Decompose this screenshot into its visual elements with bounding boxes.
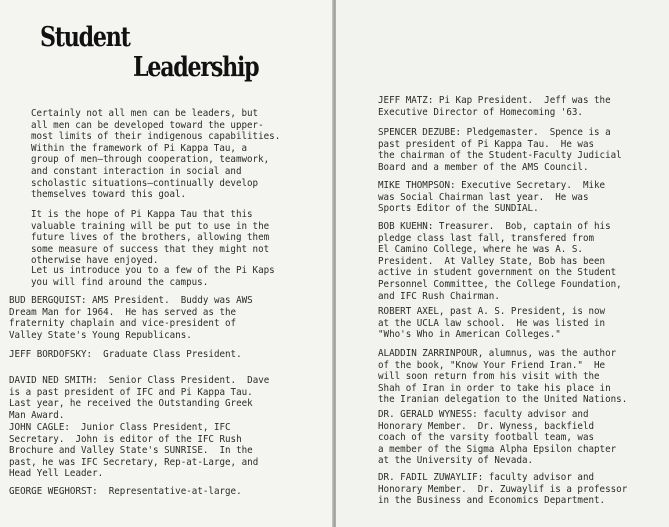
member-entry: MIKE THOMPSON: Executive Secretary. Mike was Social Chairman last year. He was Sports Editor of the SUNDIAL. bbox=[378, 180, 606, 215]
member-entry: BOB KUEHN: Treasurer. Bob, captain of his pledge class last fall, transfered from El Camino College, where he was A. S. President. At Valley State, Bob has been active in student government on the Student Personnel Committee, the College Foundation, and IFC Rush Chairman. bbox=[378, 221, 622, 302]
left-page bbox=[0, 0, 333, 527]
title-line-1: Student bbox=[40, 22, 130, 53]
title-line-2: Leadership bbox=[133, 52, 259, 83]
member-entry: JOHN CAGLE: Junior Class President, IFC Secretary. John is editor of the IFC Rush Brochure and Valley State's SUNRISE. In the past, he was IFC Secretary, Rep-at-Large, and Head Yell Leader. bbox=[9, 422, 259, 480]
intro-paragraph: It is the hope of Pi Kappa Tau that this valuable training will be put to use in the future lives of the brothers, allowing them some measure of success that they might not otherwise have enjoyed. bbox=[31, 209, 270, 267]
member-entry: JEFF MATZ: Pi Kap President. Jeff was the Executive Director of Homecoming '63. bbox=[378, 95, 611, 118]
member-entry: ALADDIN ZARRINPOUR, alumnus, was the author of the book, "Know Your Friend Iran." He will soon return from his visit with the Shah of Iran in order to take his place in the Iranian delegation to the United Nations. bbox=[378, 348, 628, 406]
member-entry: ROBERT AXEL, past A. S. President, is now at the UCLA law school. He was listed in "Who's Who in American Colleges." bbox=[378, 306, 606, 341]
member-entry: BUD BERGQUIST: AMS President. Buddy was AWS Dream Man for 1964. He has served as the fraternity chaplain and vice-president of Valley State's Young Republicans. bbox=[9, 295, 253, 341]
right-page bbox=[336, 0, 669, 527]
member-entry: SPENCER DEZUBE: Pledgemaster. Spence is a past president of Pi Kappa Tau. He was the chairman of the Student-Faculty Judicial Board and a member of the AMS Council. bbox=[378, 127, 622, 173]
intro-paragraph: Certainly not all men can be leaders, but all men can be developed toward the upper- most limits of their indigenous capabilities. Within the framework of Pi Kappa Tau, a group of men—through cooperation, teamwork, and constant interaction in social and scholastic situations—continually develop themselves toward this goal. bbox=[31, 108, 281, 201]
member-entry: GEORGE WEGHORST: Representative-at-large. bbox=[9, 486, 242, 497]
member-entry: JEFF BORDOFSKY: Graduate Class President. bbox=[9, 349, 242, 360]
intro-paragraph: Let us introduce you to a few of the Pi Kaps you will find around the campus. bbox=[31, 265, 275, 288]
member-entry: DR. FADIL ZUWAYLIF: faculty advisor and Honorary Member. Dr. Zuwaylif is a professor in the Business and Economics Department. bbox=[378, 472, 628, 507]
member-entry: DAVID NED SMITH: Senior Class President. Dave is a past president of IFC and Pi Kappa Tau. Last year, he received the Outstanding Greek Man Award. bbox=[9, 375, 270, 421]
member-entry: DR. GERALD WYNESS: faculty advisor and Honorary Member. Dr. Wyness, backfield coach of the varsity football team, was a member of the Sigma Alpha Epsilon chapter at the University of Nevada. bbox=[378, 409, 617, 467]
